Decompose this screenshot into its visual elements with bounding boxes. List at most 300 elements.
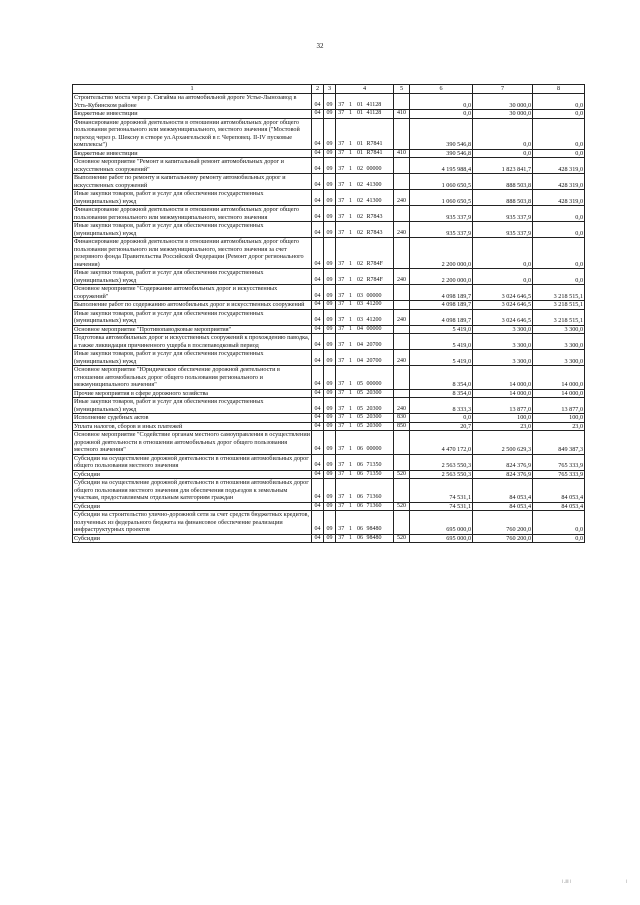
- code-cell: 04: [312, 422, 324, 431]
- program-code-cell: 05: [355, 422, 366, 431]
- code-cell: 09: [324, 422, 336, 431]
- program-code-cell: 41128: [366, 110, 394, 119]
- program-code-cell: R7843: [366, 206, 394, 222]
- program-code-cell: 41200: [366, 309, 394, 325]
- program-code-cell: 37: [336, 422, 347, 431]
- amount-cell: 3 218 515,1: [533, 285, 585, 301]
- program-code-cell: 1: [347, 285, 355, 301]
- amount-cell: 0,0: [533, 238, 585, 269]
- program-code-cell: 37: [336, 325, 347, 334]
- amount-cell: 0,0: [533, 269, 585, 285]
- amount-cell: 74 531,1: [410, 502, 473, 511]
- table-row: [73, 238, 585, 269]
- amount-cell: 74 531,1: [410, 479, 473, 503]
- program-code-cell: 20300: [366, 389, 394, 398]
- program-code-cell: 1: [347, 534, 355, 543]
- expense-type-cell: [394, 389, 410, 398]
- amount-cell: 849 387,3: [533, 431, 585, 455]
- program-code-cell: 1: [347, 479, 355, 503]
- code-cell: 04: [312, 511, 324, 535]
- program-code-cell: 1: [347, 118, 355, 149]
- program-code-cell: 1: [347, 309, 355, 325]
- program-code-cell: 06: [355, 502, 366, 511]
- page-number: 32: [316, 42, 324, 50]
- amount-cell: 84 053,4: [473, 502, 533, 511]
- program-code-cell: 06: [355, 431, 366, 455]
- code-cell: 09: [324, 158, 336, 174]
- row-name-cell: Выполнение работ по содержанию автомобильных дорог и искусственных сооружений: [73, 301, 312, 310]
- row-name-cell: Иные закупки товаров, работ и услуг для обеспечения государственных (муниципальных) нужд: [73, 190, 312, 206]
- table-row: [73, 309, 585, 325]
- row-name-cell: Иные закупки товаров, работ и услуг для обеспечения государственных (муниципальных) нужд: [73, 350, 312, 366]
- program-code-cell: 05: [355, 414, 366, 423]
- table-row: [73, 470, 585, 479]
- program-code-cell: 37: [336, 301, 347, 310]
- amount-cell: 0,0: [410, 94, 473, 110]
- row-name-cell: Субсидии: [73, 470, 312, 479]
- program-code-cell: 06: [355, 534, 366, 543]
- program-code-cell: 05: [355, 366, 366, 390]
- header-cell: 8: [533, 85, 585, 94]
- program-code-cell: 37: [336, 174, 347, 190]
- row-name-cell: Бюджетные инвестиции: [73, 110, 312, 119]
- program-code-cell: 1: [347, 238, 355, 269]
- program-code-cell: 06: [355, 479, 366, 503]
- table-row: [73, 431, 585, 455]
- code-cell: 04: [312, 414, 324, 423]
- amount-cell: 3 024 646,5: [473, 309, 533, 325]
- amount-cell: 824 376,9: [473, 454, 533, 470]
- program-code-cell: 02: [355, 238, 366, 269]
- table-row: [73, 110, 585, 119]
- row-name-cell: Иные закупки товаров, работ и услуг для обеспечения государственных (муниципальных) нужд: [73, 222, 312, 238]
- code-cell: 04: [312, 334, 324, 350]
- program-code-cell: 1: [347, 325, 355, 334]
- amount-cell: 0,0: [533, 206, 585, 222]
- amount-cell: 14 000,0: [533, 389, 585, 398]
- code-cell: 04: [312, 454, 324, 470]
- program-code-cell: 37: [336, 94, 347, 110]
- program-code-cell: 1: [347, 158, 355, 174]
- program-code-cell: 37: [336, 479, 347, 503]
- row-name-cell: Подготовка автомобильных дорог и искусственных сооружений к прохождению паводка, а также ликвидация причиненного ущерба в послепаводковый период: [73, 334, 312, 350]
- code-cell: 04: [312, 534, 324, 543]
- header-cell: 6: [410, 85, 473, 94]
- code-cell: 09: [324, 470, 336, 479]
- program-code-cell: 41300: [366, 174, 394, 190]
- program-code-cell: 37: [336, 110, 347, 119]
- program-code-cell: 1: [347, 398, 355, 414]
- table-row: [73, 398, 585, 414]
- expense-type-cell: [394, 334, 410, 350]
- amount-cell: 824 376,9: [473, 470, 533, 479]
- expense-type-cell: [394, 174, 410, 190]
- amount-cell: 30 000,0: [473, 110, 533, 119]
- amount-cell: 4 098 189,7: [410, 301, 473, 310]
- program-code-cell: 37: [336, 238, 347, 269]
- table-row: [73, 206, 585, 222]
- program-code-cell: 02: [355, 269, 366, 285]
- expense-type-cell: 240: [394, 398, 410, 414]
- amount-cell: 695 000,0: [410, 534, 473, 543]
- amount-cell: 390 546,8: [410, 118, 473, 149]
- program-code-cell: 01: [355, 94, 366, 110]
- program-code-cell: 1: [347, 431, 355, 455]
- expense-type-cell: [394, 325, 410, 334]
- program-code-cell: 71360: [366, 502, 394, 511]
- amount-cell: 20,7: [410, 422, 473, 431]
- amount-cell: 1 060 650,5: [410, 174, 473, 190]
- amount-cell: 760 200,0: [473, 511, 533, 535]
- table-header-row: [73, 85, 585, 94]
- program-code-cell: 1: [347, 422, 355, 431]
- program-code-cell: 37: [336, 389, 347, 398]
- program-code-cell: 1: [347, 470, 355, 479]
- amount-cell: 3 300,0: [533, 334, 585, 350]
- code-cell: 04: [312, 325, 324, 334]
- program-code-cell: 41300: [366, 190, 394, 206]
- program-code-cell: 04: [355, 350, 366, 366]
- row-name-cell: Иные закупки товаров, работ и услуг для обеспечения государственных (муниципальных) нужд: [73, 269, 312, 285]
- program-code-cell: R7843: [366, 222, 394, 238]
- program-code-cell: 05: [355, 398, 366, 414]
- table-row: [73, 334, 585, 350]
- program-code-cell: 00000: [366, 325, 394, 334]
- expense-type-cell: [394, 94, 410, 110]
- budget-table: [72, 84, 585, 543]
- amount-cell: 3 024 646,5: [473, 301, 533, 310]
- code-cell: 09: [324, 174, 336, 190]
- code-cell: 04: [312, 222, 324, 238]
- program-code-cell: 04: [355, 325, 366, 334]
- code-cell: 09: [324, 414, 336, 423]
- program-code-cell: 37: [336, 190, 347, 206]
- amount-cell: 3 300,0: [473, 325, 533, 334]
- program-code-cell: 37: [336, 334, 347, 350]
- program-code-cell: 37: [336, 414, 347, 423]
- program-code-cell: 02: [355, 190, 366, 206]
- program-code-cell: 00000: [366, 366, 394, 390]
- code-cell: 09: [324, 94, 336, 110]
- row-name-cell: Финансирование дорожной деятельности в отношении автомобильных дорог общего пользования регионального или межмуниципального, местного значения: [73, 206, 312, 222]
- amount-cell: 23,0: [533, 422, 585, 431]
- scan-mark: ǀ: [626, 880, 628, 885]
- amount-cell: 14 000,0: [473, 366, 533, 390]
- expense-type-cell: [394, 479, 410, 503]
- header-cell: 1: [73, 85, 312, 94]
- code-cell: 09: [324, 309, 336, 325]
- amount-cell: 4 195 988,4: [410, 158, 473, 174]
- amount-cell: 4 098 189,7: [410, 309, 473, 325]
- table-row: [73, 511, 585, 535]
- program-code-cell: 37: [336, 511, 347, 535]
- code-cell: 04: [312, 389, 324, 398]
- program-code-cell: 1: [347, 301, 355, 310]
- amount-cell: 0,0: [533, 110, 585, 119]
- table-row: [73, 534, 585, 543]
- code-cell: 09: [324, 389, 336, 398]
- code-cell: 04: [312, 479, 324, 503]
- amount-cell: 2 563 550,3: [410, 470, 473, 479]
- code-cell: 09: [324, 398, 336, 414]
- code-cell: 04: [312, 269, 324, 285]
- code-cell: 04: [312, 285, 324, 301]
- header-cell: 4: [336, 85, 394, 94]
- row-name-cell: Выполнение работ по ремонту и капитальному ремонту автомобильных дорог и искусственных сооружений: [73, 174, 312, 190]
- program-code-cell: 02: [355, 206, 366, 222]
- program-code-cell: 06: [355, 470, 366, 479]
- amount-cell: 888 503,8: [473, 174, 533, 190]
- program-code-cell: 37: [336, 149, 347, 158]
- header-cell: 3: [324, 85, 336, 94]
- amount-cell: 5 419,0: [410, 350, 473, 366]
- row-name-cell: Субсидии на строительство улично-дорожной сети за счет средств бюджетных кредитов, полученных из федерального бюджета на финансовое обеспечение реализации инфраструктурных проектов: [73, 511, 312, 535]
- table-row: [73, 422, 585, 431]
- code-cell: 09: [324, 118, 336, 149]
- header-cell: 5: [394, 85, 410, 94]
- program-code-cell: 03: [355, 285, 366, 301]
- program-code-cell: 1: [347, 366, 355, 390]
- amount-cell: 0,0: [473, 269, 533, 285]
- amount-cell: 0,0: [533, 149, 585, 158]
- code-cell: 04: [312, 350, 324, 366]
- amount-cell: 4 470 172,0: [410, 431, 473, 455]
- program-code-cell: 98480: [366, 511, 394, 535]
- amount-cell: 2 200 000,0: [410, 238, 473, 269]
- code-cell: 04: [312, 301, 324, 310]
- expense-type-cell: [394, 238, 410, 269]
- amount-cell: 0,0: [473, 149, 533, 158]
- expense-type-cell: [394, 431, 410, 455]
- program-code-cell: 00000: [366, 285, 394, 301]
- amount-cell: 14 000,0: [473, 389, 533, 398]
- amount-cell: 84 053,4: [533, 479, 585, 503]
- expense-type-cell: [394, 301, 410, 310]
- amount-cell: 3 300,0: [533, 325, 585, 334]
- program-code-cell: 06: [355, 511, 366, 535]
- amount-cell: 0,0: [473, 118, 533, 149]
- table-row: [73, 502, 585, 511]
- amount-cell: 3 300,0: [473, 334, 533, 350]
- code-cell: 04: [312, 118, 324, 149]
- program-code-cell: 1: [347, 269, 355, 285]
- program-code-cell: 1: [347, 414, 355, 423]
- expense-type-cell: 520: [394, 502, 410, 511]
- program-code-cell: 01: [355, 110, 366, 119]
- code-cell: 09: [324, 350, 336, 366]
- amount-cell: 935 337,9: [473, 222, 533, 238]
- row-name-cell: Основное мероприятие "Юридическое обеспечение дорожной деятельности в отношении автомобильных дорог общего пользования регионального и межмуниципального значения": [73, 366, 312, 390]
- amount-cell: 3 024 646,5: [473, 285, 533, 301]
- row-name-cell: Финансирование дорожной деятельности в отношении автомобильных дорог общего пользования регионального или межмуниципального, местного значения за счет резервного фонда Правительства Российской Федерации (Ремонт дорог регионального значения): [73, 238, 312, 269]
- program-code-cell: 37: [336, 285, 347, 301]
- program-code-cell: R7841: [366, 149, 394, 158]
- table-row: [73, 149, 585, 158]
- amount-cell: 1 823 841,7: [473, 158, 533, 174]
- program-code-cell: 37: [336, 470, 347, 479]
- amount-cell: 30 000,0: [473, 94, 533, 110]
- amount-cell: 765 333,9: [533, 470, 585, 479]
- amount-cell: 84 053,4: [533, 502, 585, 511]
- program-code-cell: 20300: [366, 414, 394, 423]
- program-code-cell: 37: [336, 269, 347, 285]
- program-code-cell: 03: [355, 301, 366, 310]
- program-code-cell: 37: [336, 309, 347, 325]
- amount-cell: 888 503,8: [473, 190, 533, 206]
- program-code-cell: 06: [355, 454, 366, 470]
- program-code-cell: R784F: [366, 269, 394, 285]
- expense-type-cell: 520: [394, 470, 410, 479]
- expense-type-cell: [394, 366, 410, 390]
- row-name-cell: Финансирование дорожной деятельности в отношении автомобильных дорог общего пользования регионального или межмуниципального, местного значения ("Мостовой переход через р. Шексну в створе ул.Архангельской в г. Череповец. II-IV пусковые комплексы"): [73, 118, 312, 149]
- program-code-cell: 37: [336, 398, 347, 414]
- program-code-cell: 02: [355, 174, 366, 190]
- program-code-cell: 20300: [366, 422, 394, 431]
- code-cell: 09: [324, 301, 336, 310]
- code-cell: 09: [324, 334, 336, 350]
- table-row: [73, 350, 585, 366]
- amount-cell: 3 300,0: [533, 350, 585, 366]
- amount-cell: 0,0: [533, 511, 585, 535]
- code-cell: 04: [312, 158, 324, 174]
- amount-cell: 8 354,0: [410, 366, 473, 390]
- code-cell: 09: [324, 511, 336, 535]
- amount-cell: 4 098 189,7: [410, 285, 473, 301]
- expense-type-cell: 240: [394, 309, 410, 325]
- program-code-cell: 01: [355, 149, 366, 158]
- expense-type-cell: 830: [394, 414, 410, 423]
- code-cell: 09: [324, 285, 336, 301]
- program-code-cell: 1: [347, 389, 355, 398]
- amount-cell: 3 300,0: [473, 350, 533, 366]
- program-code-cell: 71350: [366, 454, 394, 470]
- row-name-cell: Основное мероприятие "Содействие органам местного самоуправления в осуществлении дорожной деятельности в отношении автомобильных дорог общего пользования местного значения": [74, 431, 310, 453]
- program-code-cell: 37: [336, 454, 347, 470]
- amount-cell: 428 319,0: [533, 174, 585, 190]
- expense-type-cell: 410: [394, 110, 410, 119]
- table-row: [73, 389, 585, 398]
- program-code-cell: 1: [347, 174, 355, 190]
- row-name-cell: Субсидии на осуществление дорожной деятельности в отношении автомобильных дорог общего пользования местного значения для обеспечения подъездов к земельным участкам, предоставляемым отдельным категориям граждан: [73, 479, 312, 503]
- program-code-cell: 05: [355, 389, 366, 398]
- program-code-cell: 20700: [366, 350, 394, 366]
- table-body: [73, 94, 585, 543]
- amount-cell: 1 060 650,5: [410, 190, 473, 206]
- code-cell: 09: [324, 325, 336, 334]
- program-code-cell: 1: [347, 149, 355, 158]
- program-code-cell: 37: [336, 222, 347, 238]
- amount-cell: 760 200,0: [473, 534, 533, 543]
- amount-cell: 935 337,9: [410, 206, 473, 222]
- table-row: [73, 269, 585, 285]
- amount-cell: 0,0: [533, 222, 585, 238]
- expense-type-cell: 240: [394, 190, 410, 206]
- table-row: [73, 479, 585, 503]
- row-name-cell: Строительство моста через р. Сигайма на автомобильной дороге Устье-Лынозавод в Усть-Кубинском районе: [73, 94, 312, 110]
- amount-cell: 13 877,0: [473, 398, 533, 414]
- expense-type-cell: [394, 285, 410, 301]
- code-cell: 09: [324, 206, 336, 222]
- table-row: [73, 118, 585, 149]
- code-cell: 04: [312, 190, 324, 206]
- program-code-cell: 01: [355, 118, 366, 149]
- code-cell: 04: [312, 431, 324, 455]
- amount-cell: 2 563 550,3: [410, 454, 473, 470]
- expense-type-cell: [394, 511, 410, 535]
- row-name-cell: Иные закупки товаров, работ и услуг для обеспечения государственных (муниципальных) нужд: [73, 398, 312, 414]
- amount-cell: 8 354,0: [410, 389, 473, 398]
- row-name-cell: Прочие мероприятия в сфере дорожного хозяйства: [73, 389, 312, 398]
- expense-type-cell: 520: [394, 534, 410, 543]
- code-cell: 09: [324, 366, 336, 390]
- program-code-cell: 1: [347, 206, 355, 222]
- expense-type-cell: 410: [394, 149, 410, 158]
- program-code-cell: 03: [355, 309, 366, 325]
- amount-cell: 765 333,9: [533, 454, 585, 470]
- code-cell: 04: [312, 398, 324, 414]
- amount-cell: 0,0: [533, 534, 585, 543]
- code-cell: 09: [324, 238, 336, 269]
- table-row: [73, 190, 585, 206]
- program-code-cell: 1: [347, 222, 355, 238]
- program-code-cell: 1: [347, 454, 355, 470]
- program-code-cell: 37: [336, 366, 347, 390]
- amount-cell: 13 877,0: [533, 398, 585, 414]
- table-row: [73, 366, 585, 390]
- program-code-cell: 98480: [366, 534, 394, 543]
- code-cell: 09: [324, 502, 336, 511]
- program-code-cell: 02: [355, 222, 366, 238]
- program-code-cell: 00000: [366, 158, 394, 174]
- program-code-cell: 1: [347, 502, 355, 511]
- code-cell: 09: [324, 222, 336, 238]
- program-code-cell: 02: [355, 158, 366, 174]
- expense-type-cell: [394, 158, 410, 174]
- amount-cell: 23,0: [473, 422, 533, 431]
- program-code-cell: 37: [336, 118, 347, 149]
- amount-cell: 84 053,4: [473, 479, 533, 503]
- table-row: [73, 158, 585, 174]
- amount-cell: 0,0: [533, 118, 585, 149]
- program-code-cell: 1: [347, 94, 355, 110]
- row-name-cell: Бюджетные инвестиции: [73, 149, 312, 158]
- amount-cell: 0,0: [533, 94, 585, 110]
- amount-cell: 428 319,0: [533, 190, 585, 206]
- code-cell: 04: [312, 238, 324, 269]
- row-name-cell: Иные закупки товаров, работ и услуг для обеспечения государственных (муниципальных) нужд: [73, 309, 312, 325]
- table-row: [73, 285, 585, 301]
- table-row: [73, 454, 585, 470]
- header-cell: 2: [312, 85, 324, 94]
- amount-cell: 390 546,8: [410, 149, 473, 158]
- program-code-cell: 37: [336, 158, 347, 174]
- expense-type-cell: 850: [394, 422, 410, 431]
- table-row: [73, 174, 585, 190]
- program-code-cell: 37: [336, 534, 347, 543]
- amount-cell: 3 218 515,1: [533, 301, 585, 310]
- table-row: [73, 222, 585, 238]
- program-code-cell: 41128: [366, 94, 394, 110]
- program-code-cell: 1: [347, 110, 355, 119]
- code-cell: 04: [312, 110, 324, 119]
- expense-type-cell: 240: [394, 350, 410, 366]
- program-code-cell: 04: [355, 334, 366, 350]
- code-cell: 09: [324, 454, 336, 470]
- program-code-cell: R7841: [366, 118, 394, 149]
- amount-cell: 0,0: [473, 238, 533, 269]
- row-name-cell: Исполнение судебных актов: [73, 414, 312, 423]
- amount-cell: 14 000,0: [533, 366, 585, 390]
